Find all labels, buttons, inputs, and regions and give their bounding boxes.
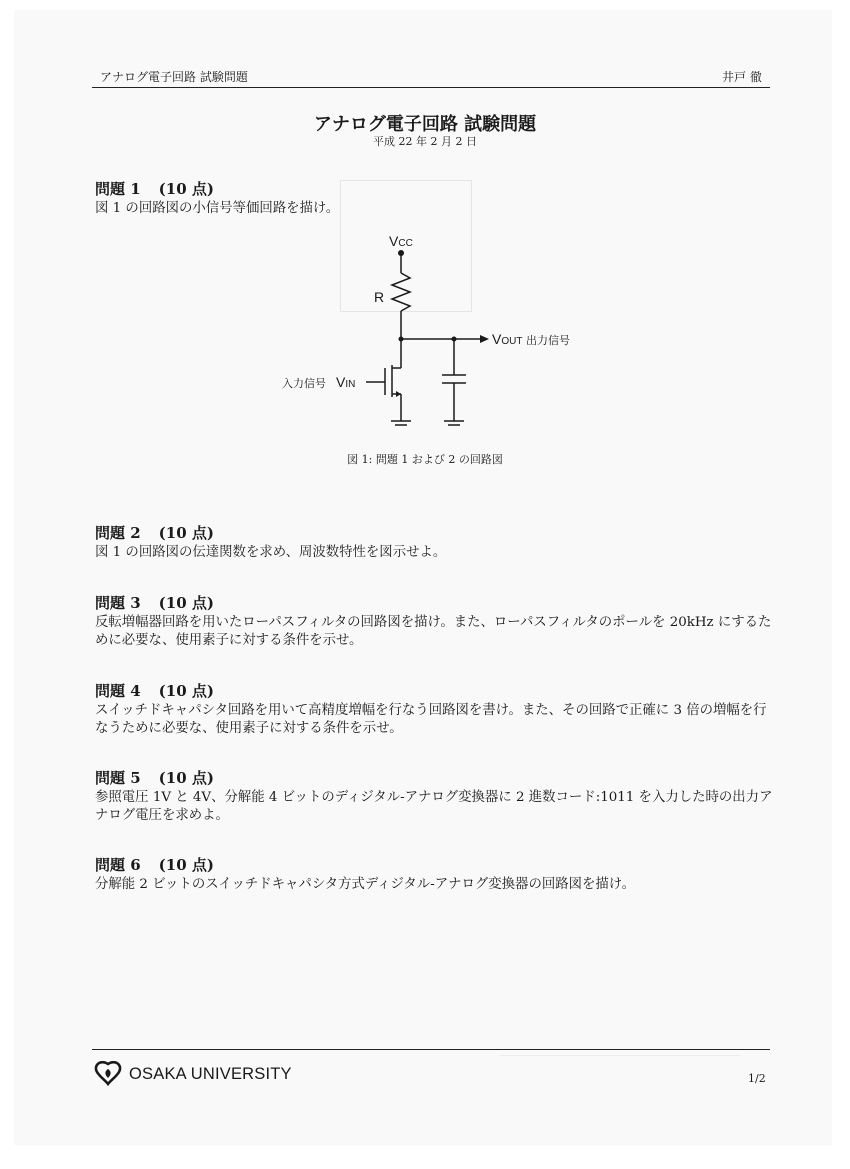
page-title: アナログ電子回路 試験問題 [313, 114, 537, 135]
output-node-dot [399, 337, 404, 342]
vcc-label: VCC [389, 233, 413, 249]
resistor-symbol [392, 273, 410, 311]
exam-date: 平成 22 年 2 月 2 日 [373, 135, 477, 148]
question-text: 分解能 2 ビットのスイッチドキャパシタ方式ディジタル-アナログ変換器の回路図を描け。 [95, 877, 636, 892]
question-number: 問題 6 [95, 856, 141, 874]
question-points: (10 点) [158, 682, 214, 700]
question-5 [95, 767, 775, 825]
question-number: 問題 1 [95, 180, 141, 198]
question-1 [95, 178, 775, 218]
question-text: 図 1 の回路図の伝達関数を求め、周波数特性を図示せよ。 [95, 545, 447, 560]
question-heading [95, 680, 775, 701]
question-text: 図 1 の回路図の小信号等価回路を描け。 [95, 201, 340, 216]
header-divider [92, 87, 770, 88]
bleed-through-shadow [500, 1055, 740, 1080]
question-2 [95, 522, 775, 562]
question-text: スイッチドキャパシタ回路を用いて高精度増幅を行なう回路図を書け。また、その回路で正確に 3 倍の増幅を行なうために必要な、使用素子に対する条件を示せ。 [95, 703, 767, 736]
vout-label: VOUT [492, 331, 523, 347]
question-heading [95, 854, 775, 875]
question-points: (10 点) [158, 524, 214, 542]
university-emblem-icon [93, 1061, 123, 1087]
page-number: 1/2 [748, 1072, 766, 1085]
cap-node-dot [452, 337, 457, 342]
question-heading [95, 178, 775, 199]
question-number: 問題 5 [95, 769, 141, 787]
figure-caption: 図 1: 問題 1 および 2 の回路図 [347, 453, 503, 466]
question-points: (10 点) [158, 856, 214, 874]
university-name: OSAKA UNIVERSITY [129, 1064, 292, 1083]
footer-divider [92, 1049, 770, 1050]
question-heading [95, 592, 775, 613]
circuit-diagram [270, 225, 600, 440]
question-6 [95, 854, 775, 894]
question-points: (10 点) [158, 180, 214, 198]
question-heading [95, 522, 775, 543]
input-signal-label: 入力信号 [282, 378, 326, 390]
resistor-label: R [374, 289, 385, 305]
header-author: 井戸 徹 [722, 70, 762, 84]
vin-label: VIN [336, 374, 356, 390]
header-course-title: アナログ電子回路 試験問題 [100, 70, 248, 84]
question-number: 問題 2 [95, 524, 141, 542]
question-points: (10 点) [158, 594, 214, 612]
question-text: 参照電圧 1V と 4V、分解能 4 ビットのディジタル-アナログ変換器に 2 進数コード:1011 を入力した時の出力アナログ電圧を求めよ。 [95, 790, 773, 823]
question-number: 問題 3 [95, 594, 141, 612]
university-logo [93, 1061, 292, 1087]
output-signal-label: 出力信号 [526, 335, 570, 347]
question-number: 問題 4 [95, 682, 141, 700]
output-arrow-icon [480, 335, 489, 343]
vcc-node-dot [398, 250, 404, 256]
circuit-svg [270, 225, 600, 440]
question-text: 反転増幅器回路を用いたローパスフィルタの回路図を描け。また、ローパスフィルタのポールを 20kHz にするために必要な、使用素子に対する条件を示せ。 [95, 615, 772, 648]
question-heading [95, 767, 775, 788]
question-points: (10 点) [158, 769, 214, 787]
question-4 [95, 680, 775, 738]
question-3 [95, 592, 775, 650]
